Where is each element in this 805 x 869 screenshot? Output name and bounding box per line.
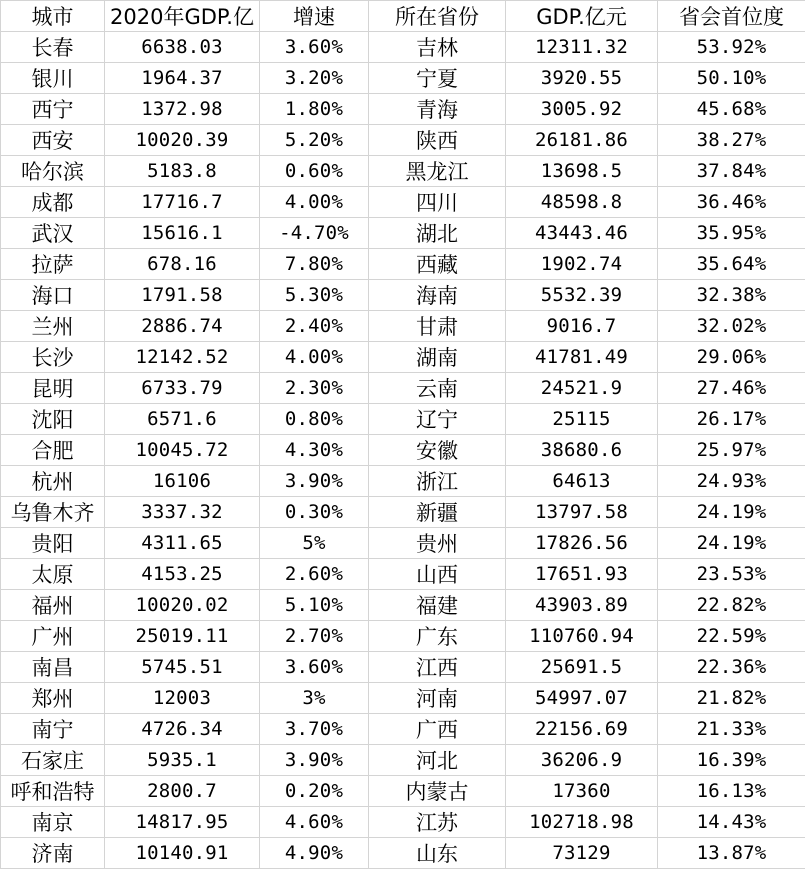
header-cell-growth[interactable]: 增速 xyxy=(260,1,369,32)
province-gdp-cell[interactable]: 22156.69 xyxy=(506,714,658,745)
primacy-cell[interactable]: 36.46% xyxy=(658,187,805,218)
primacy-cell[interactable]: 35.64% xyxy=(658,249,805,280)
province-cell[interactable]: 江西 xyxy=(369,652,506,683)
province-cell[interactable]: 甘肃 xyxy=(369,311,506,342)
table-row xyxy=(1,94,805,125)
province-cell[interactable]: 湖南 xyxy=(369,342,506,373)
province-cell[interactable]: 宁夏 xyxy=(369,63,506,94)
gdp-cell[interactable]: 25019.11 xyxy=(105,621,260,652)
province-gdp-cell[interactable]: 38680.6 xyxy=(506,435,658,466)
province-cell[interactable]: 黑龙江 xyxy=(369,156,506,187)
primacy-cell[interactable]: 45.68% xyxy=(658,94,805,125)
city-cell[interactable]: 兰州 xyxy=(1,311,105,342)
primacy-cell[interactable]: 24.93% xyxy=(658,466,805,497)
primacy-cell[interactable]: 53.92% xyxy=(658,32,805,63)
city-cell[interactable]: 郑州 xyxy=(1,683,105,714)
table-row xyxy=(1,838,805,869)
header-cell-city[interactable]: 城市 xyxy=(1,1,105,32)
city-cell[interactable]: 南宁 xyxy=(1,714,105,745)
province-gdp-cell[interactable]: 73129 xyxy=(506,838,658,869)
primacy-cell[interactable]: 27.46% xyxy=(658,373,805,404)
province-cell[interactable]: 广西 xyxy=(369,714,506,745)
province-cell[interactable]: 内蒙古 xyxy=(369,776,506,807)
table-row xyxy=(1,63,805,94)
table-row xyxy=(1,156,805,187)
table-row xyxy=(1,373,805,404)
growth-cell[interactable]: 2.30% xyxy=(260,373,369,404)
table-row xyxy=(1,311,805,342)
primacy-cell[interactable]: 21.33% xyxy=(658,714,805,745)
city-cell[interactable]: 石家庄 xyxy=(1,745,105,776)
growth-cell[interactable]: 5.20% xyxy=(260,125,369,156)
table-row xyxy=(1,807,805,838)
table-row xyxy=(1,621,805,652)
gdp-cell[interactable]: 4311.65 xyxy=(105,528,260,559)
growth-cell[interactable]: 3.90% xyxy=(260,466,369,497)
city-cell[interactable]: 南京 xyxy=(1,807,105,838)
growth-cell[interactable]: 3.20% xyxy=(260,63,369,94)
primacy-cell[interactable]: 26.17% xyxy=(658,404,805,435)
table-row xyxy=(1,652,805,683)
province-gdp-cell[interactable]: 13797.58 xyxy=(506,497,658,528)
primacy-cell[interactable]: 24.19% xyxy=(658,497,805,528)
province-cell[interactable]: 江苏 xyxy=(369,807,506,838)
primacy-cell[interactable]: 16.13% xyxy=(658,776,805,807)
province-cell[interactable]: 四川 xyxy=(369,187,506,218)
growth-cell[interactable]: 0.60% xyxy=(260,156,369,187)
province-cell[interactable]: 安徽 xyxy=(369,435,506,466)
province-gdp-cell[interactable]: 43903.89 xyxy=(506,590,658,621)
gdp-cell[interactable]: 1372.98 xyxy=(105,94,260,125)
province-gdp-cell[interactable]: 110760.94 xyxy=(506,621,658,652)
province-cell[interactable]: 河北 xyxy=(369,745,506,776)
province-cell[interactable]: 山西 xyxy=(369,559,506,590)
city-cell[interactable]: 贵阳 xyxy=(1,528,105,559)
table-row xyxy=(1,559,805,590)
growth-cell[interactable]: 4.00% xyxy=(260,342,369,373)
table-row xyxy=(1,32,805,63)
city-cell[interactable]: 福州 xyxy=(1,590,105,621)
province-gdp-cell[interactable]: 48598.8 xyxy=(506,187,658,218)
city-cell[interactable]: 乌鲁木齐 xyxy=(1,497,105,528)
table-row xyxy=(1,714,805,745)
province-cell[interactable]: 山东 xyxy=(369,838,506,869)
table-row xyxy=(1,745,805,776)
province-cell[interactable]: 吉林 xyxy=(369,32,506,63)
primacy-cell[interactable]: 14.43% xyxy=(658,807,805,838)
province-cell[interactable]: 广东 xyxy=(369,621,506,652)
primacy-cell[interactable]: 37.84% xyxy=(658,156,805,187)
province-gdp-cell[interactable]: 5532.39 xyxy=(506,280,658,311)
growth-cell[interactable]: 4.00% xyxy=(260,187,369,218)
city-cell[interactable]: 拉萨 xyxy=(1,249,105,280)
gdp-cell[interactable]: 4153.25 xyxy=(105,559,260,590)
city-cell[interactable]: 南昌 xyxy=(1,652,105,683)
province-gdp-cell[interactable]: 43443.46 xyxy=(506,218,658,249)
province-gdp-cell[interactable]: 17826.56 xyxy=(506,528,658,559)
primacy-cell[interactable]: 38.27% xyxy=(658,125,805,156)
table-row xyxy=(1,125,805,156)
province-gdp-cell[interactable]: 9016.7 xyxy=(506,311,658,342)
gdp-cell[interactable]: 6733.79 xyxy=(105,373,260,404)
city-cell[interactable]: 哈尔滨 xyxy=(1,156,105,187)
province-gdp-cell[interactable]: 102718.98 xyxy=(506,807,658,838)
primacy-cell[interactable]: 50.10% xyxy=(658,63,805,94)
table-row xyxy=(1,590,805,621)
gdp-cell[interactable]: 5183.8 xyxy=(105,156,260,187)
province-gdp-cell[interactable]: 64613 xyxy=(506,466,658,497)
table-row xyxy=(1,497,805,528)
gdp-cell[interactable]: 12142.52 xyxy=(105,342,260,373)
growth-cell[interactable]: 4.60% xyxy=(260,807,369,838)
province-cell[interactable]: 云南 xyxy=(369,373,506,404)
header-cell-primacy[interactable]: 省会首位度 xyxy=(658,1,805,32)
growth-cell[interactable]: 7.80% xyxy=(260,249,369,280)
table-row xyxy=(1,249,805,280)
province-gdp-cell[interactable]: 24521.9 xyxy=(506,373,658,404)
province-gdp-cell[interactable]: 13698.5 xyxy=(506,156,658,187)
gdp-cell[interactable]: 2800.7 xyxy=(105,776,260,807)
growth-cell[interactable]: 3.70% xyxy=(260,714,369,745)
city-cell[interactable]: 昆明 xyxy=(1,373,105,404)
province-gdp-cell[interactable]: 12311.32 xyxy=(506,32,658,63)
gdp-cell[interactable]: 6571.6 xyxy=(105,404,260,435)
gdp-cell[interactable]: 14817.95 xyxy=(105,807,260,838)
growth-cell[interactable]: 0.80% xyxy=(260,404,369,435)
growth-cell[interactable]: 3% xyxy=(260,683,369,714)
growth-cell[interactable]: 4.90% xyxy=(260,838,369,869)
province-cell[interactable]: 陕西 xyxy=(369,125,506,156)
table-row xyxy=(1,342,805,373)
growth-cell[interactable]: -4.70% xyxy=(260,218,369,249)
growth-cell[interactable]: 2.70% xyxy=(260,621,369,652)
primacy-cell[interactable]: 35.95% xyxy=(658,218,805,249)
province-cell[interactable]: 海南 xyxy=(369,280,506,311)
growth-cell[interactable]: 2.40% xyxy=(260,311,369,342)
primacy-cell[interactable]: 22.82% xyxy=(658,590,805,621)
city-cell[interactable]: 海口 xyxy=(1,280,105,311)
city-cell[interactable]: 杭州 xyxy=(1,466,105,497)
primacy-cell[interactable]: 32.38% xyxy=(658,280,805,311)
header-row xyxy=(1,1,805,32)
province-gdp-cell[interactable]: 17360 xyxy=(506,776,658,807)
city-cell[interactable]: 银川 xyxy=(1,63,105,94)
primacy-cell[interactable]: 16.39% xyxy=(658,745,805,776)
province-gdp-cell[interactable]: 26181.86 xyxy=(506,125,658,156)
city-cell[interactable]: 呼和浩特 xyxy=(1,776,105,807)
table-row xyxy=(1,435,805,466)
gdp-cell[interactable]: 1791.58 xyxy=(105,280,260,311)
city-cell[interactable]: 济南 xyxy=(1,838,105,869)
gdp-cell[interactable]: 5935.1 xyxy=(105,745,260,776)
header-cell-province-gdp[interactable]: GDP.亿元 xyxy=(506,1,658,32)
table-row xyxy=(1,280,805,311)
province-cell[interactable]: 贵州 xyxy=(369,528,506,559)
growth-cell[interactable]: 1.80% xyxy=(260,94,369,125)
province-gdp-cell[interactable]: 3005.92 xyxy=(506,94,658,125)
table-row xyxy=(1,187,805,218)
growth-cell[interactable]: 5.10% xyxy=(260,590,369,621)
primacy-cell[interactable]: 21.82% xyxy=(658,683,805,714)
province-cell[interactable]: 福建 xyxy=(369,590,506,621)
header-cell-province[interactable]: 所在省份 xyxy=(369,1,506,32)
province-gdp-cell[interactable]: 36206.9 xyxy=(506,745,658,776)
growth-cell[interactable]: 2.60% xyxy=(260,559,369,590)
province-cell[interactable]: 西藏 xyxy=(369,249,506,280)
gdp-cell[interactable]: 10020.39 xyxy=(105,125,260,156)
city-cell[interactable]: 成都 xyxy=(1,187,105,218)
growth-cell[interactable]: 0.30% xyxy=(260,497,369,528)
city-cell[interactable]: 长春 xyxy=(1,32,105,63)
gdp-cell[interactable]: 678.16 xyxy=(105,249,260,280)
table-row xyxy=(1,776,805,807)
province-gdp-cell[interactable]: 41781.49 xyxy=(506,342,658,373)
table-row xyxy=(1,528,805,559)
primacy-cell[interactable]: 22.59% xyxy=(658,621,805,652)
province-cell[interactable]: 浙江 xyxy=(369,466,506,497)
gdp-cell[interactable]: 3337.32 xyxy=(105,497,260,528)
city-cell[interactable]: 西安 xyxy=(1,125,105,156)
gdp-cell[interactable]: 16106 xyxy=(105,466,260,497)
gdp-cell[interactable]: 10140.91 xyxy=(105,838,260,869)
province-cell[interactable]: 河南 xyxy=(369,683,506,714)
province-gdp-cell[interactable]: 25115 xyxy=(506,404,658,435)
table-row xyxy=(1,404,805,435)
city-cell[interactable]: 合肥 xyxy=(1,435,105,466)
primacy-cell[interactable]: 13.87% xyxy=(658,838,805,869)
province-gdp-cell[interactable]: 1902.74 xyxy=(506,249,658,280)
gdp-cell[interactable]: 4726.34 xyxy=(105,714,260,745)
gdp-cell[interactable]: 2886.74 xyxy=(105,311,260,342)
primacy-cell[interactable]: 22.36% xyxy=(658,652,805,683)
gdp-cell[interactable]: 5745.51 xyxy=(105,652,260,683)
growth-cell[interactable]: 3.60% xyxy=(260,32,369,63)
gdp-cell[interactable]: 10045.72 xyxy=(105,435,260,466)
city-cell[interactable]: 太原 xyxy=(1,559,105,590)
province-gdp-cell[interactable]: 25691.5 xyxy=(506,652,658,683)
city-cell[interactable]: 沈阳 xyxy=(1,404,105,435)
province-gdp-cell[interactable]: 3920.55 xyxy=(506,63,658,94)
city-cell[interactable]: 广州 xyxy=(1,621,105,652)
table-body xyxy=(1,32,805,869)
growth-cell[interactable]: 4.30% xyxy=(260,435,369,466)
gdp-cell[interactable]: 1964.37 xyxy=(105,63,260,94)
primacy-cell[interactable]: 29.06% xyxy=(658,342,805,373)
growth-cell[interactable]: 0.20% xyxy=(260,776,369,807)
header-cell-gdp-2020[interactable]: 2020年GDP.亿 xyxy=(105,1,260,32)
primacy-cell[interactable]: 32.02% xyxy=(658,311,805,342)
province-cell[interactable]: 青海 xyxy=(369,94,506,125)
growth-cell[interactable]: 5.30% xyxy=(260,280,369,311)
primacy-cell[interactable]: 24.19% xyxy=(658,528,805,559)
growth-cell[interactable]: 3.90% xyxy=(260,745,369,776)
table-row xyxy=(1,218,805,249)
province-cell[interactable]: 辽宁 xyxy=(369,404,506,435)
table-row xyxy=(1,683,805,714)
gdp-cell[interactable]: 12003 xyxy=(105,683,260,714)
city-cell[interactable]: 西宁 xyxy=(1,94,105,125)
city-cell[interactable]: 武汉 xyxy=(1,218,105,249)
gdp-cell[interactable]: 6638.03 xyxy=(105,32,260,63)
province-cell[interactable]: 新疆 xyxy=(369,497,506,528)
growth-cell[interactable]: 3.60% xyxy=(260,652,369,683)
primacy-cell[interactable]: 23.53% xyxy=(658,559,805,590)
primacy-cell[interactable]: 25.97% xyxy=(658,435,805,466)
gdp-cell[interactable]: 10020.02 xyxy=(105,590,260,621)
gdp-cell[interactable]: 17716.7 xyxy=(105,187,260,218)
province-gdp-cell[interactable]: 54997.07 xyxy=(506,683,658,714)
table-row xyxy=(1,466,805,497)
gdp-cell[interactable]: 15616.1 xyxy=(105,218,260,249)
city-cell[interactable]: 长沙 xyxy=(1,342,105,373)
growth-cell[interactable]: 5% xyxy=(260,528,369,559)
province-gdp-cell[interactable]: 17651.93 xyxy=(506,559,658,590)
province-cell[interactable]: 湖北 xyxy=(369,218,506,249)
